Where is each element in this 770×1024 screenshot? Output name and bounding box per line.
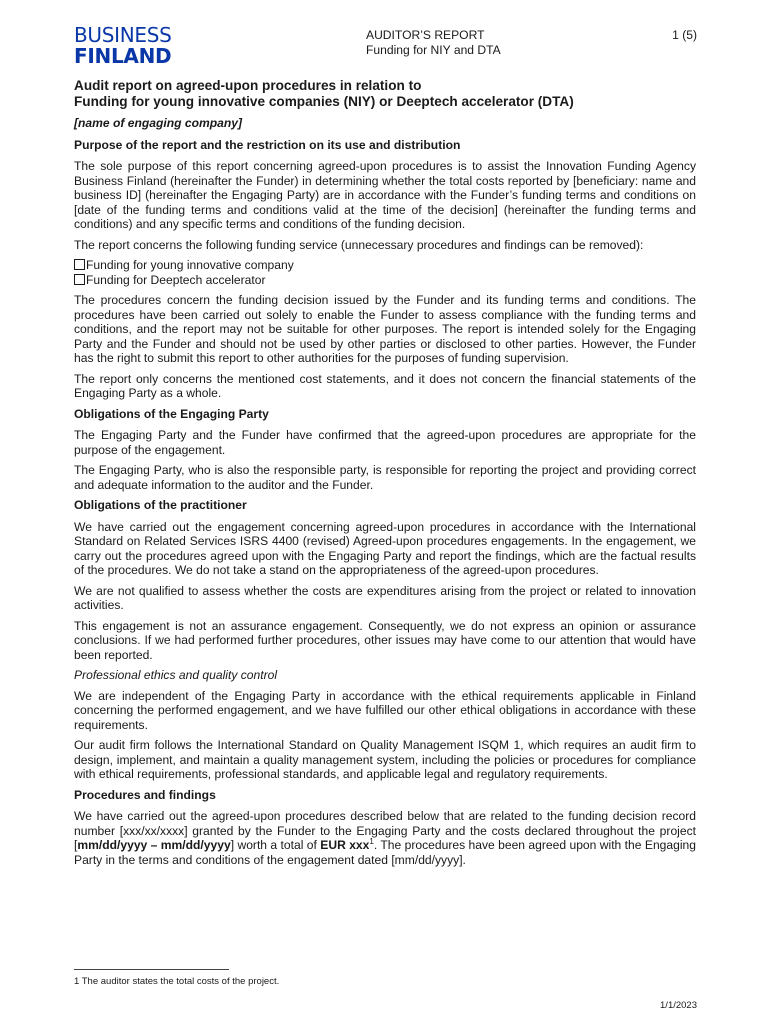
total-amount: EUR xxx [320, 838, 370, 852]
procedures-paragraph-1 [74, 809, 696, 867]
engaging-party-heading: Obligations of the Engaging Party [74, 406, 269, 421]
logo-line-2: FINLAND [74, 44, 172, 68]
engaging-paragraph-2: The Engaging Party, who is also the responsible party, is responsible for reporting the project and providing correct and adequate information to the auditor and the Funder. [74, 463, 696, 492]
footnote-separator [74, 969, 229, 970]
checkbox-icon[interactable] [74, 274, 85, 285]
purpose-paragraph-3: The procedures concern the funding decision issued by the Funder and its funding terms and conditions. The procedures have been carried out solely to enable the Funder to assess compliance with the funding terms and conditions, and the report may not be suitable for other purposes. The report is intended solely for the Engaging Party and the Funder and should not be used by other parties or disclosed to other parties. However, the Funder has the right to submit this report to other authorities for the purposes of funding supervision. [74, 293, 696, 365]
footnote: 1 The auditor states the total costs of the project. [74, 976, 280, 987]
procedures-text-c: ] worth a total of [230, 838, 321, 852]
practitioner-paragraph-3: This engagement is not an assurance engagement. Consequently, we do not express an opinion or assurance conclusions. If we had performed further procedures, other issues may have come to our attention that would have been reported. [74, 618, 696, 662]
option-label: Funding for Deeptech accelerator [86, 272, 266, 287]
purpose-paragraph-4: The report only concerns the mentioned cost statements, and it does not concern the financial statements of the Engaging Party as a whole. [74, 371, 696, 400]
company-placeholder: [name of engaging company] [74, 116, 242, 130]
title-line-2: Funding for young innovative companies (NIY) or Deeptech accelerator (DTA) [74, 94, 574, 109]
footnote-ref[interactable]: 1 [369, 836, 374, 846]
document-body [74, 78, 696, 873]
purpose-paragraph-2: The report concerns the following funding service (unnecessary procedures and findings can be removed): [74, 237, 644, 252]
footer-date: 1/1/2023 [660, 1000, 697, 1011]
ethics-paragraph-1: We are independent of the Engaging Party in accordance with the ethical requirements applicable in Finland concerning the performed engagement, and we have fulfilled our other ethical obligations in accordance with these requirements. [74, 688, 696, 732]
title-line-1: Audit report on agreed-upon procedures in relation to [74, 78, 422, 93]
header-subtitle: Funding for NIY and DTA [366, 43, 501, 57]
page-number: 1 (5) [672, 28, 697, 42]
business-finland-logo [74, 25, 172, 67]
purpose-paragraph-1: The sole purpose of this report concerning agreed-upon procedures is to assist the Innovation Funding Agency Business Finland (hereinafter the Funder) in determining whether the total costs reported by [beneficiary: name and business ID] (hereinafter the Engaging Party) are in accordance with the Funder’s funding terms and conditions on [date of the funding terms and conditions valid at the time of the decision] (hereinafter the funding terms and conditions) and any specific terms and conditions of the funding decision. [74, 159, 696, 231]
header-title: AUDITOR’S REPORT [366, 28, 485, 42]
practitioner-paragraph-1: We have carried out the engagement concerning agreed-upon procedures in accordance with the International Standard on Related Services ISRS 4400 (revised) Agreed-upon procedures engagements. In the engagement, we carry out the procedures agreed upon with the Engaging Party and report the findings, which are the factual results of the procedures. We do not take a stand on the appropriateness of the agreed-upon procedures. [74, 519, 696, 577]
practitioner-heading: Obligations of the practitioner [74, 498, 247, 512]
document-title [74, 78, 696, 110]
checkbox-icon[interactable] [74, 259, 85, 270]
engaging-paragraph-1: The Engaging Party and the Funder have confirmed that the agreed-upon procedures are appropriate for the purpose of the engagement. [74, 428, 696, 457]
procedures-text-a: We have carried out the agreed-upon procedures described below that are related to the funding decision record number [xxx/xx/xxxx] granted by the Funder to the Engaging Party and the costs declared throughout the project [ [74, 809, 696, 852]
procedures-text-e: . The procedures have been agreed upon with the Engaging Party in the terms and conditions of the engagement dated [mm/dd/yyyy]. [74, 838, 696, 867]
document-header [366, 28, 501, 58]
procedures-heading: Procedures and findings [74, 787, 216, 802]
practitioner-paragraph-2: We are not qualified to assess whether the costs are expenditures arising from the project or related to innovation activities. [74, 583, 696, 612]
project-period: mm/dd/yyyy – mm/dd/yyyy [77, 838, 231, 852]
ethics-heading: Professional ethics and quality control [74, 668, 278, 682]
ethics-paragraph-2: Our audit firm follows the International Standard on Quality Management ISQM 1, which requires an audit firm to design, implement, and maintain a quality management system, including the policies or procedures for compliance with ethical requirements, professional standards, and applicable legal and regulatory requirements. [74, 738, 696, 781]
option-label: Funding for young innovative company [86, 258, 294, 272]
purpose-heading: Purpose of the report and the restriction on its use and distribution [74, 137, 461, 152]
option-deeptech[interactable] [74, 273, 696, 288]
logo-line-1: BUSINESS [74, 23, 172, 47]
option-young-innovative[interactable] [74, 258, 696, 273]
funding-service-options [74, 258, 696, 287]
